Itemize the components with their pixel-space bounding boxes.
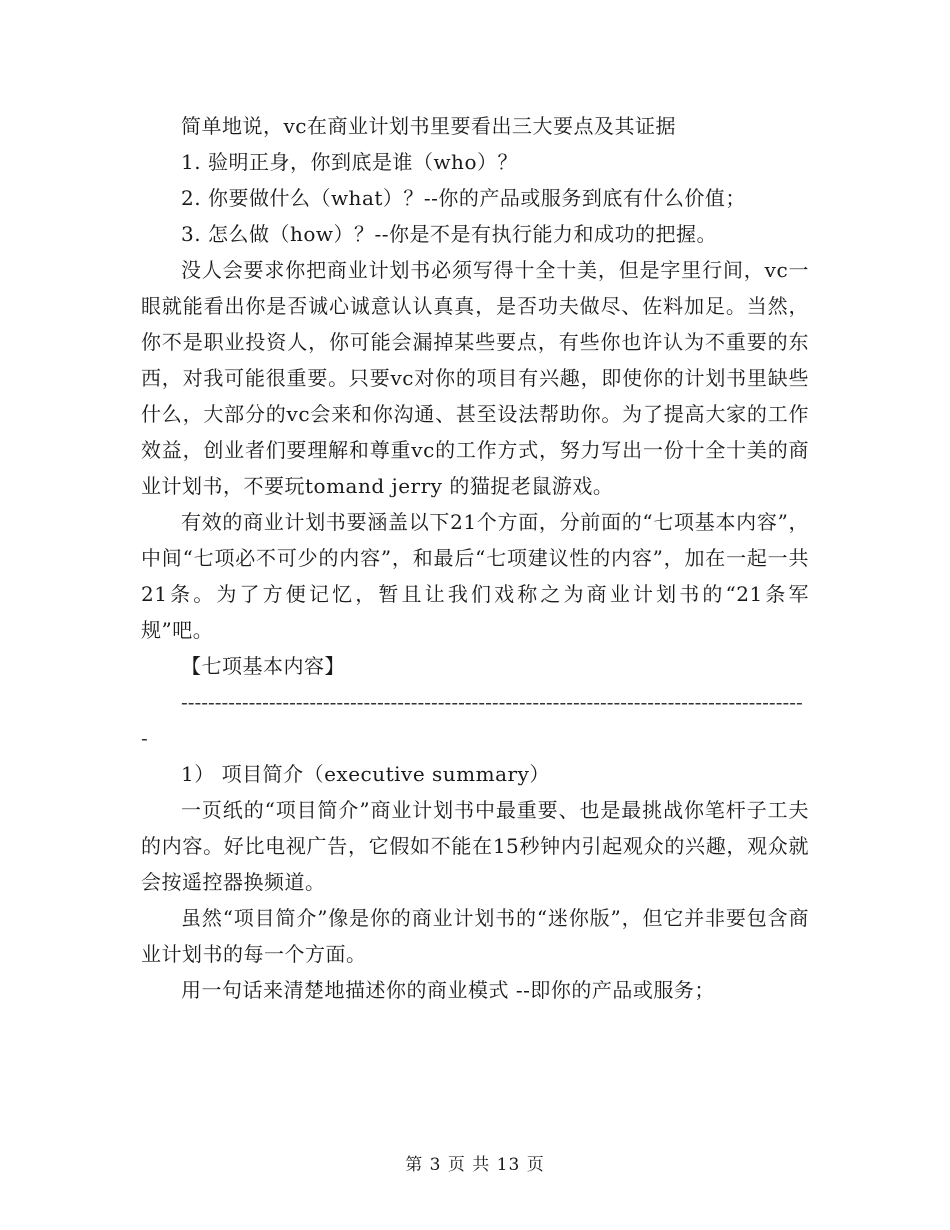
list-item-who: 1. 验明正身，你到底是谁（who）？ [181, 150, 518, 174]
list-item-what: 2. 你要做什么（what）？--你的产品或服务到底有什么价值； [181, 186, 746, 210]
paragraph-21-rules: 有效的商业计划书要涵盖以下21个方面，分前面的“七项基本内容”，中间“七项必不可少的内容”，和最后“七项建议性的内容”，加在一起一共21条。为了方便记忆，暂且让我们戏称之为商业计划书的“21条军规”吧。 [141, 510, 809, 642]
section-heading: 【七项基本内容】 [181, 654, 345, 678]
paragraph-mini-version: 虽然“项目简介”像是你的商业计划书的“迷你版”，但它并非要包含商业计划书的每一个方面。 [141, 906, 809, 966]
subsection-heading: 1） 项目简介（executive summary） [181, 762, 550, 786]
page-footer: 第 3 页 共 13 页 [405, 1155, 545, 1175]
dashed-divider: --------------------------------------------------------------------------------------------- [141, 690, 803, 750]
paragraph-intro: 简单地说，vc在商业计划书里要看出三大要点及其证据 [181, 114, 676, 138]
list-item-how: 3. 怎么做（how）？--你是不是有执行能力和成功的把握。 [181, 222, 717, 246]
paragraph-business-model: 用一句话来清楚地描述你的商业模式 --即你的产品或服务； [181, 978, 715, 1002]
document-body [141, 108, 809, 1008]
paragraph-vc-expectations: 没人会要求你把商业计划书必须写得十全十美，但是字里行间，vc一眼就能看出你是否诚心诚意认认真真，是否功夫做尽、佐料加足。当然，你不是职业投资人，你可能会漏掉某些要点，有些你也许认为不重要的东西，对我可能很重要。只要vc对你的项目有兴趣，即使你的计划书里缺些什么，大部分的vc会来和你沟通、甚至设法帮助你。为了提高大家的工作效益，创业者们要理解和尊重vc的工作方式，努力写出一份十全十美的商业计划书，不要玩tomand jerry 的猫捉老鼠游戏。 [141, 258, 809, 498]
paragraph-summary-importance: 一页纸的“项目简介”商业计划书中最重要、也是最挑战你笔杆子工夫的内容。好比电视广告，它假如不能在15秒钟内引起观众的兴趣，观众就会按遥控器换频道。 [141, 798, 809, 894]
